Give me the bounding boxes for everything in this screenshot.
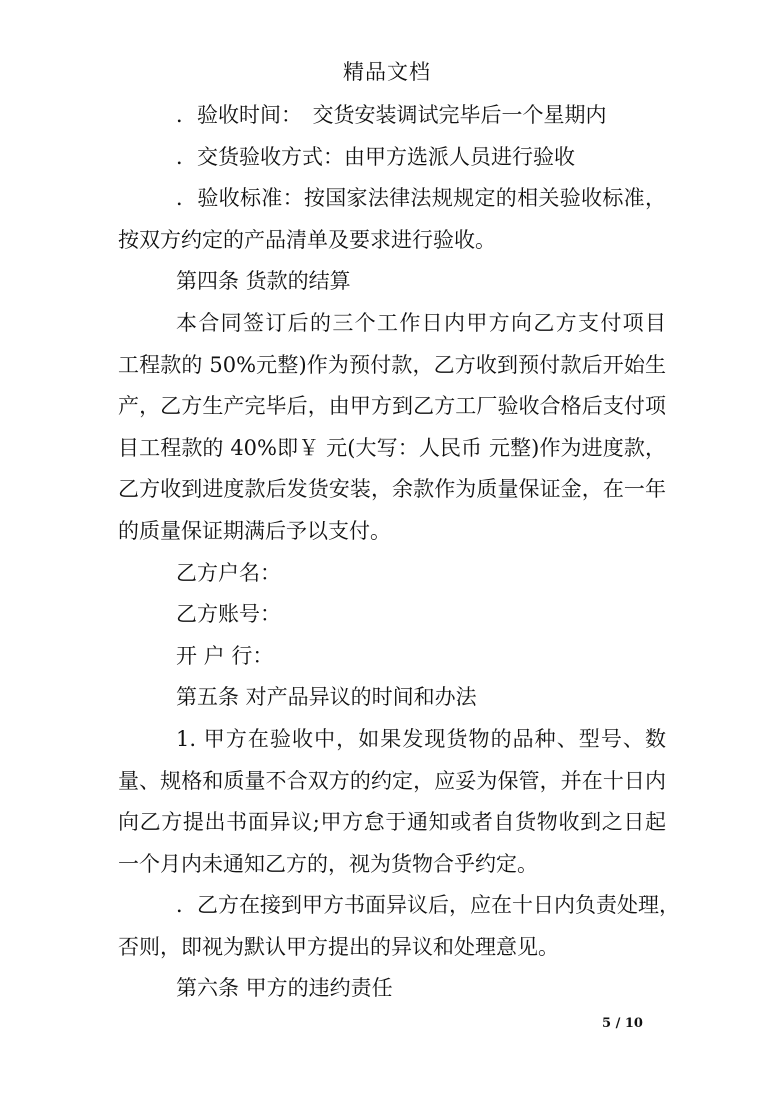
text-line: 本合同签订后的三个工作日内甲方向乙方支付项目 [176, 310, 666, 335]
page-number: 5 / 10 [602, 1016, 643, 1031]
text-line: 的质量保证期满后予以支付。 [118, 518, 391, 543]
text-line: 否则，即视为默认甲方提出的异议和处理意见。 [118, 934, 559, 959]
text-line: 1. 甲方在验收中，如果发现货物的品种、型号、数 [176, 726, 666, 751]
text-line: ．乙方在接到甲方书面异议后，应在十日内负责处理， [176, 893, 680, 918]
text-line: 产，乙方生产完毕后，由甲方到乙方工厂验收合格后支付项 [118, 394, 666, 419]
text-line: 一个月内未通知乙方的，视为货物合乎约定。 [118, 851, 538, 876]
document-body [118, 95, 680, 1010]
text-line: 乙方账号： [176, 602, 281, 627]
text-line: 乙方收到进度款后发货安装，余款作为质量保证金，在一年 [118, 477, 666, 502]
text-line: 按双方约定的产品清单及要求进行验收。 [118, 227, 496, 252]
text-line: ．交货验收方式：由甲方选派人员进行验收 [176, 144, 575, 169]
section-heading: 第五条 对产品异议的时间和办法 [176, 685, 477, 710]
section-heading: 第四条 货款的结算 [176, 269, 351, 294]
text-line: ．验收标准：按国家法律法规规定的相关验收标准， [176, 186, 666, 211]
page-header: 精品文档 [343, 60, 431, 84]
text-line: 工程款的 50%元整)作为预付款，乙方收到预付款后开始生 [118, 352, 666, 377]
text-line: 乙方户名： [176, 560, 281, 585]
text-line: 开 户 行： [176, 643, 274, 668]
text-line: 目工程款的 40%即￥ 元(大写：人民币 元整)作为进度款， [118, 435, 666, 460]
text-line: 向乙方提出书面异议;甲方怠于通知或者自货物收到之日起 [118, 810, 666, 835]
text-line: ．验收时间： 交货安装调试完毕后一个星期内 [176, 103, 607, 127]
section-heading: 第六条 甲方的违约责任 [176, 976, 393, 1001]
text-line: 量、规格和质量不合双方的约定，应妥为保管，并在十日内 [118, 768, 666, 793]
